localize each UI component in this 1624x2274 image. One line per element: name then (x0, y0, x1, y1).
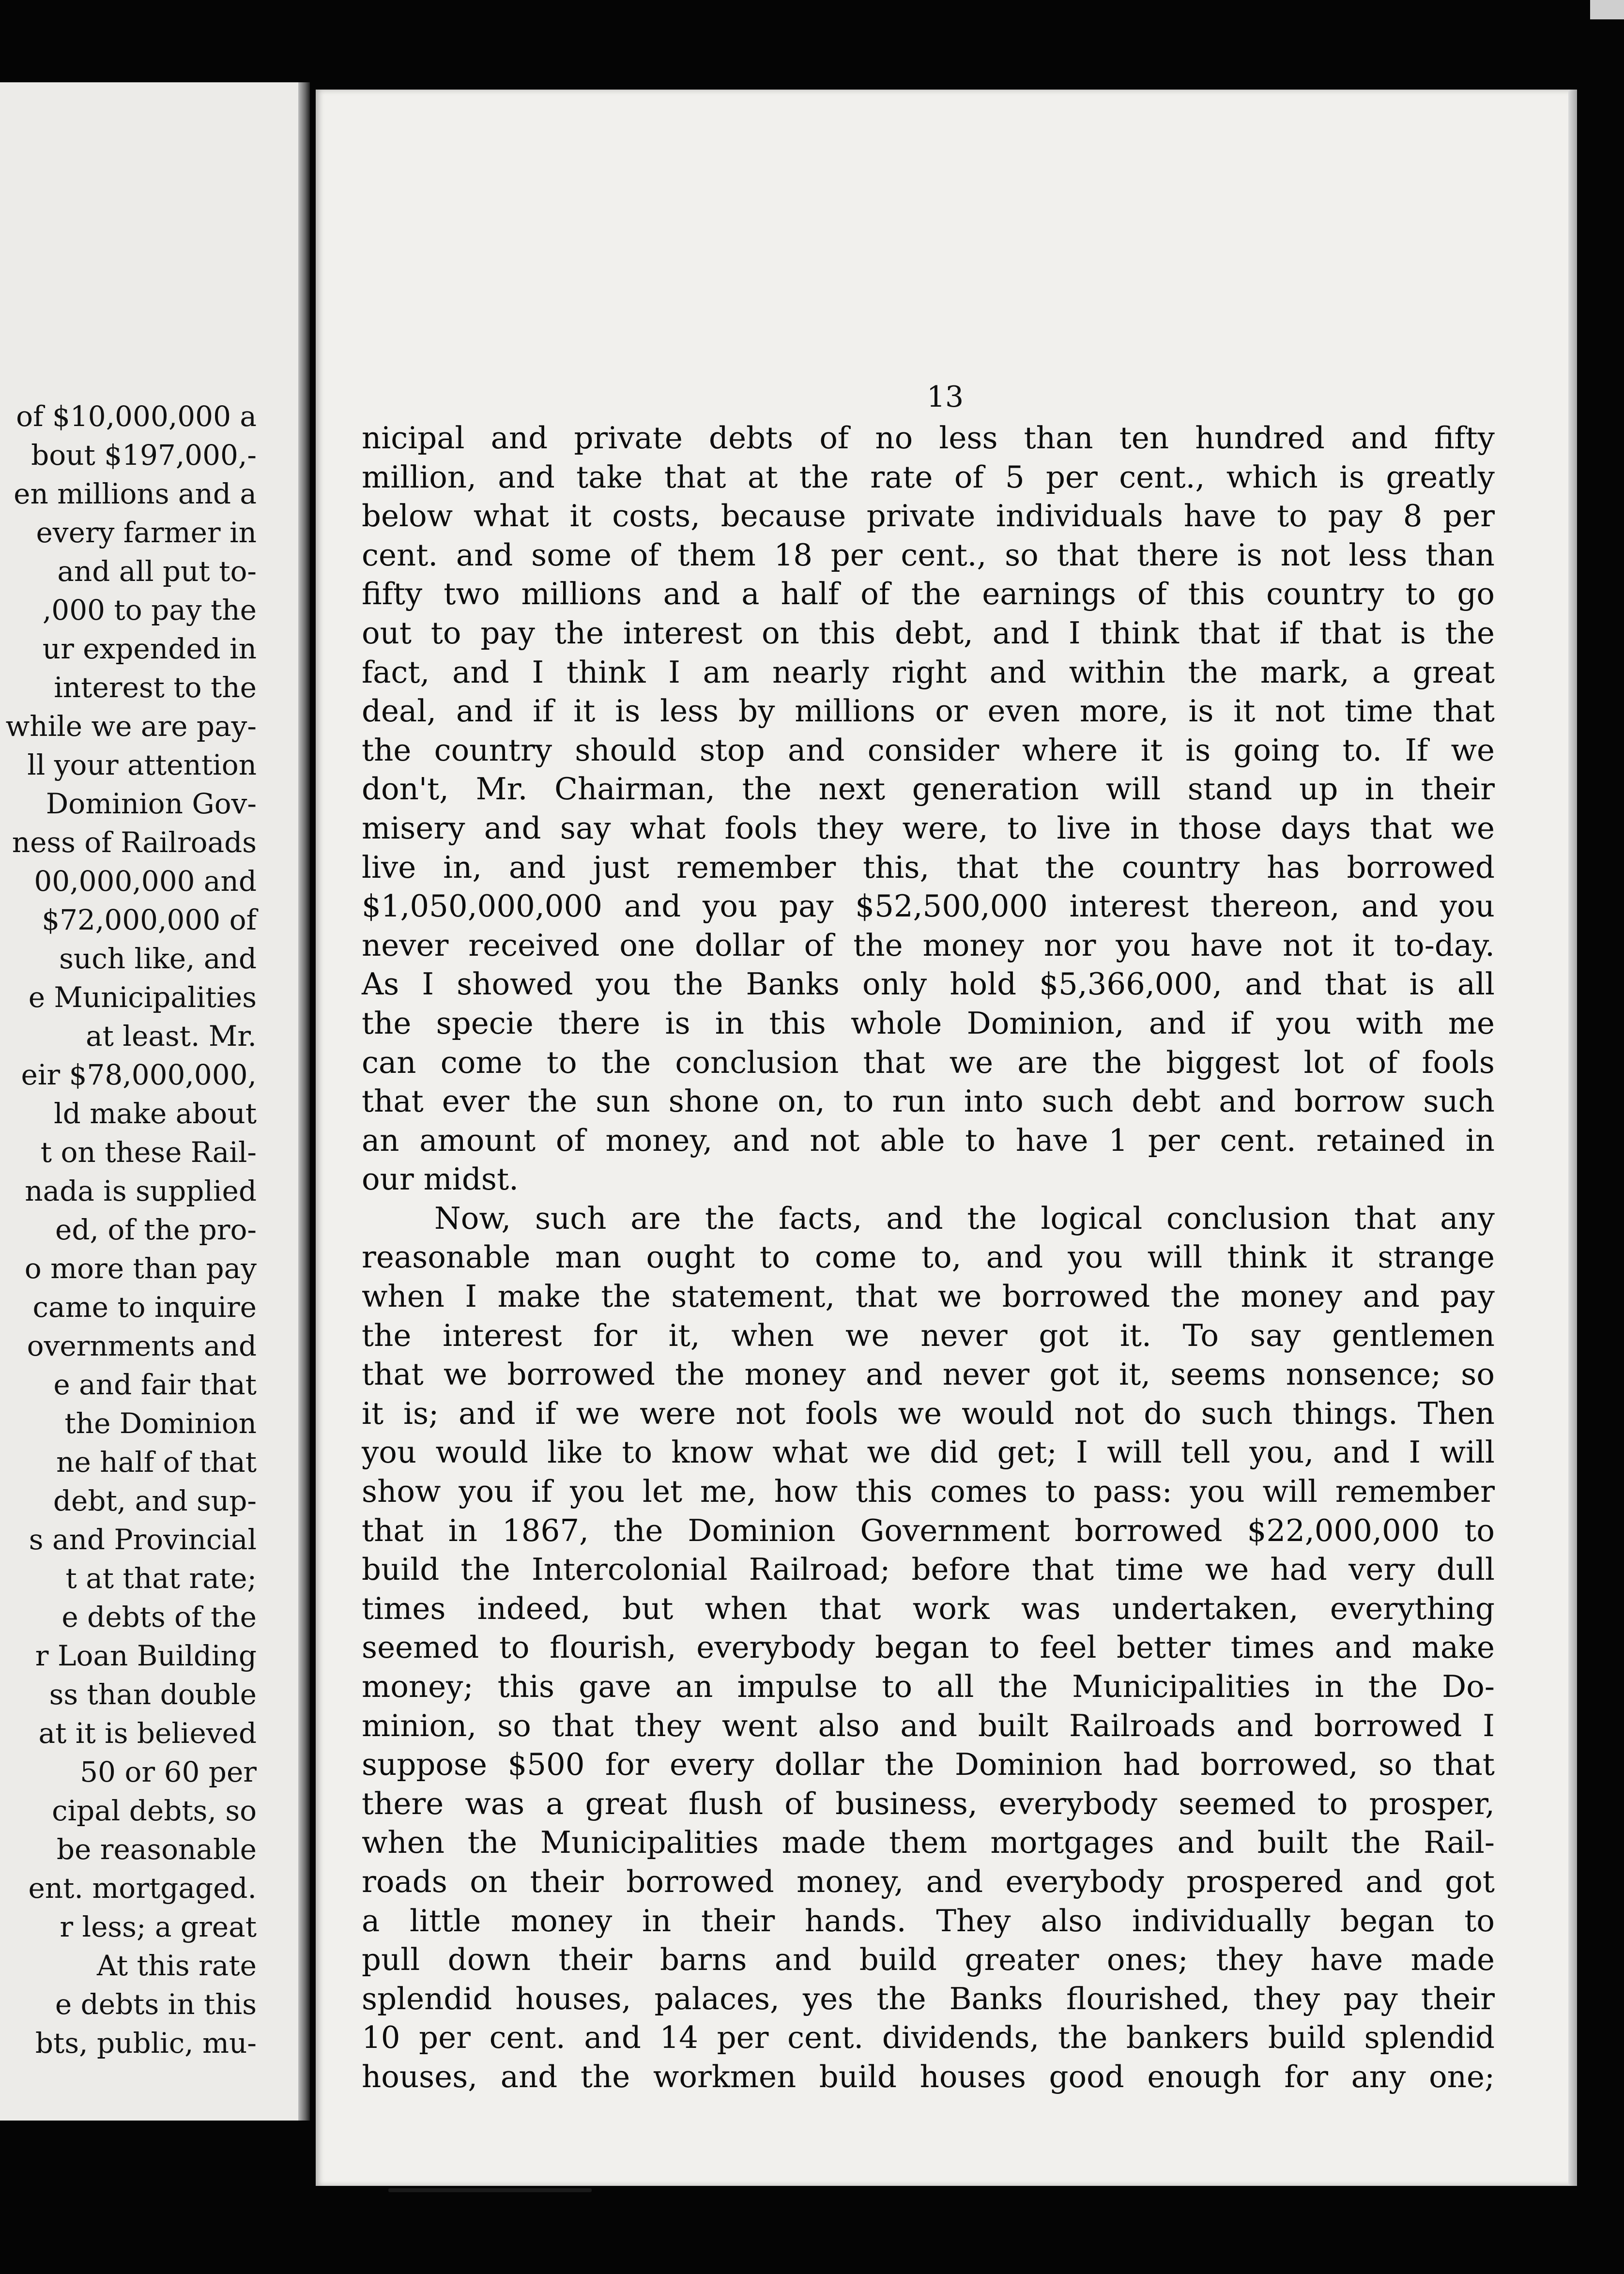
left-text-line: r less; a great (60, 1910, 257, 1943)
left-text-line: at least. Mr. (86, 1020, 257, 1053)
left-text-line: s and Provincial (29, 1523, 257, 1556)
left-page (0, 82, 310, 2121)
left-text-line: en millions and a (14, 477, 257, 510)
body-text-line: the country should stop and consider where it is going to. If we (362, 732, 1495, 768)
left-text-line: at it is believed (38, 1717, 257, 1750)
body-text-line: when the Municipalities made them mortgages and built the Rail- (362, 1825, 1495, 1861)
left-text-line: ness of Railroads (12, 826, 257, 859)
body-text-line: that we borrowed the money and never got it, seems nonsence; so (362, 1357, 1495, 1392)
body-text-line: show you if you let me, how this comes to pass: you will remember (362, 1474, 1495, 1510)
left-text-line: t on these Rail- (40, 1136, 257, 1169)
body-text-line: live in, and just remember this, that the country has borrowed (362, 849, 1495, 885)
left-text-line: while we are pay- (5, 710, 257, 743)
body-text-line: build the Intercolonial Railroad; before that time we had very dull (362, 1552, 1495, 1587)
body-text-line: can come to the conclusion that we are the biggest lot of fools (362, 1044, 1495, 1080)
left-text-line: interest to the (54, 671, 257, 704)
left-text-line: 50 or 60 per (80, 1755, 257, 1788)
left-page-text (0, 397, 257, 2062)
body-text-line: that in 1867, the Dominion Government borrowed $22,000,000 to (362, 1512, 1495, 1548)
left-text-line: every farmer in (36, 516, 257, 549)
body-text-line: fact, and I think I am nearly right and within the mark, a great (362, 654, 1495, 690)
body-text-line: pull down their barns and build greater ones; they have made (362, 1942, 1495, 1978)
body-text-line: money; this gave an impulse to all the Municipalities in the Do- (362, 1669, 1495, 1704)
left-text-line: eir $78,000,000, (21, 1058, 257, 1091)
body-text-line: never received one dollar of the money nor you have not it to-day. (362, 927, 1495, 963)
body-text-line: it is; and if we were not fools we would not do such things. Then (362, 1395, 1495, 1431)
left-text-line: 00,000,000 and (34, 865, 257, 898)
body-text-line: the interest for it, when we never got it. To say gentlemen (362, 1317, 1495, 1353)
body-text-line: when I make the statement, that we borrowed the money and pay (362, 1279, 1495, 1314)
left-text-line: came to inquire (32, 1291, 257, 1324)
left-text-line: debt, and sup- (53, 1484, 257, 1517)
left-text-line: e debts of the (61, 1601, 257, 1633)
left-text-line: bts, public, mu- (35, 2027, 257, 2060)
book-spine (298, 82, 310, 2121)
torn-paper-scrap (1590, 0, 1624, 19)
body-text-line: cent. and some of them 18 per cent., so that there is not less than (362, 537, 1495, 573)
body-text-line: our midst. (362, 1161, 519, 1197)
left-text-line: overnments and (27, 1329, 257, 1362)
body-text-line: 10 per cent. and 14 per cent. dividends, the bankers build splendid (362, 2020, 1495, 2056)
left-text-line: ent. mortgaged. (28, 1872, 257, 1905)
page-number: 13 (926, 380, 964, 414)
left-text-line: t at that rate; (65, 1562, 257, 1595)
body-text-line: don't, Mr. Chairman, the next generation will stand up in their (362, 771, 1495, 807)
left-text-line: ed, of the pro- (55, 1213, 257, 1246)
body-text-line: misery and say what fools they were, to live in those days that we (362, 810, 1495, 846)
body-text-line: below what it costs, because private individuals have to pay 8 per (362, 498, 1495, 534)
left-text-line: such like, and (59, 942, 257, 975)
body-text-line: deal, and if it is less by millions or even more, is it not time that (362, 693, 1495, 729)
left-text-line: of $10,000,000 a (16, 400, 257, 433)
left-text-line: be reasonable (56, 1833, 257, 1866)
footer-rule (388, 2188, 592, 2192)
left-text-line: cipal debts, so (52, 1794, 257, 1827)
body-text-line: there was a great flush of business, everybody seemed to prosper, (362, 1786, 1495, 1821)
body-text-line: that ever the sun shone on, to run into such debt and borrow such (362, 1084, 1495, 1119)
left-text-line: e debts in this (55, 1988, 257, 2021)
left-text-line: e Municipalities (28, 981, 257, 1014)
left-text-line: the Dominion (64, 1407, 257, 1440)
body-text-line: splendid houses, palaces, yes the Banks flourished, they pay their (362, 1981, 1495, 2016)
body-text-line: an amount of money, and not able to have 1 per cent. retained in (362, 1122, 1495, 1158)
body-text-line: you would like to know what we did get; I will tell you, and I will (362, 1435, 1495, 1470)
body-text-line: out to pay the interest on this debt, and I think that if that is the (362, 615, 1495, 651)
left-text-line: e and fair that (53, 1368, 257, 1401)
body-text-line: a little money in their hands. They also individually began to (362, 1903, 1495, 1938)
body-text-line: Now, such are the facts, and the logical conclusion that any (434, 1200, 1495, 1236)
left-text-line: ss than double (49, 1678, 257, 1711)
left-text-line: ur expended in (42, 632, 257, 665)
body-text-line: suppose $500 for every dollar the Dominion had borrowed, so that (362, 1747, 1495, 1783)
body-text-line: the specie there is in this whole Dominion, and if you with me (362, 1005, 1495, 1041)
right-page (316, 90, 1577, 2186)
body-text-line: $1,050,000,000 and you pay $52,500,000 interest thereon, and you (362, 888, 1495, 924)
left-text-line: ne half of that (56, 1446, 257, 1479)
page-body-text (362, 419, 1495, 2097)
body-text-line: roads on their borrowed money, and everybody prospered and got (362, 1863, 1495, 1899)
left-text-line: bout $197,000,- (31, 439, 257, 472)
body-text-line: fifty two millions and a half of the earnings of this country to go (362, 576, 1495, 612)
left-text-line: Dominion Gov- (46, 787, 257, 820)
left-text-line: and all put to- (57, 555, 257, 588)
body-text-line: nicipal and private debts of no less than ten hundred and fifty (362, 420, 1495, 456)
left-text-line: nada is supplied (25, 1175, 257, 1207)
page-edge (1568, 90, 1577, 2186)
left-text-line: At this rate (97, 1949, 257, 1982)
left-text-line: ,000 to pay the (42, 594, 257, 626)
body-text-line: houses, and the workmen build houses good enough for any one; (362, 2059, 1495, 2094)
body-text-line: million, and take that at the rate of 5 per cent., which is greatly (362, 459, 1495, 495)
body-text-line: reasonable man ought to come to, and you will think it strange (362, 1239, 1495, 1275)
body-text-line: seemed to flourish, everybody began to feel better times and make (362, 1630, 1495, 1665)
body-text-line: times indeed, but when that work was undertaken, everything (362, 1590, 1495, 1626)
body-text-line: minion, so that they went also and built Railroads and borrowed I (362, 1708, 1495, 1743)
left-text-line: ld make about (54, 1097, 257, 1130)
left-text-line: $72,000,000 of (42, 903, 257, 936)
left-text-line: r Loan Building (35, 1639, 257, 1672)
body-text-line: As I showed you the Banks only hold $5,366,000, and that is all (362, 966, 1495, 1002)
left-text-line: ll your attention (27, 748, 257, 781)
left-text-line: o more than pay (24, 1252, 257, 1285)
